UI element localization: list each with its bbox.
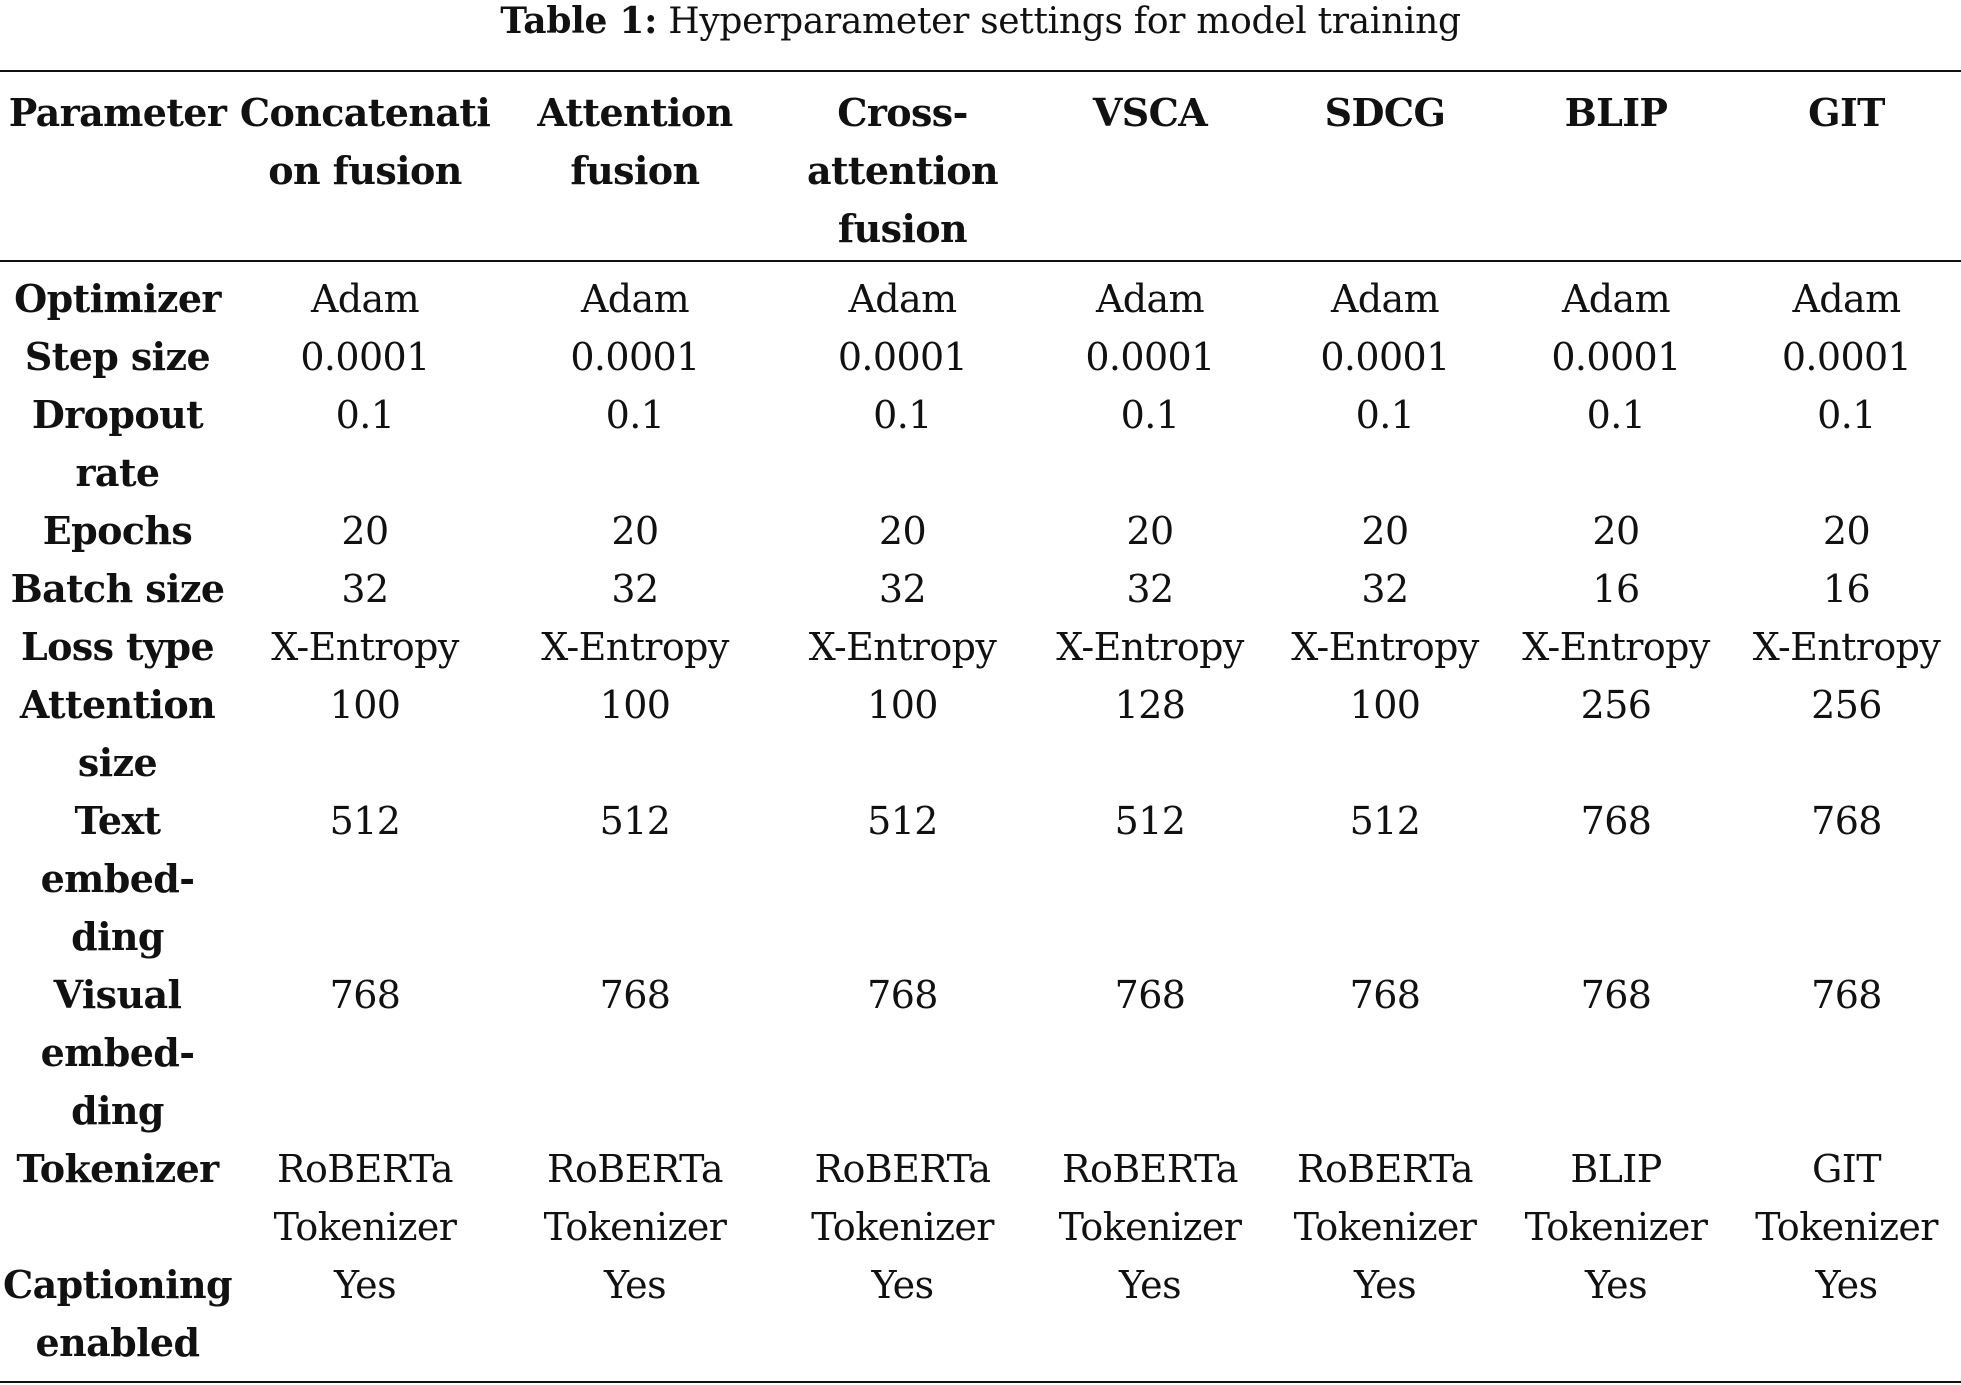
value-cell: Yes	[334, 1263, 396, 1307]
parameter-name-cell: Dropout rate	[31, 392, 204, 495]
value-cell: 100	[867, 683, 938, 727]
value-cell: 768	[1811, 973, 1882, 1017]
table-row	[0, 1140, 1961, 1256]
table-row	[0, 792, 1961, 966]
table-row	[0, 328, 1961, 386]
parameter-name-cell: Optimizer	[14, 276, 221, 321]
value-cell: RoBERTa Tokenizer	[811, 1147, 994, 1249]
value-cell: 768	[1580, 973, 1652, 1017]
value-cell: 0.0001	[837, 335, 968, 379]
value-cell: X-Entropy	[1752, 625, 1941, 669]
value-cell: RoBERTa Tokenizer	[1293, 1147, 1477, 1249]
value-cell: X-Entropy	[541, 625, 729, 669]
value-cell: 32	[611, 567, 659, 611]
value-cell: Adam	[848, 277, 957, 321]
parameter-name-cell: Attention size	[19, 682, 216, 785]
value-cell: Adam	[1330, 277, 1440, 321]
value-cell: 0.0001	[1551, 335, 1681, 379]
value-cell: 768	[1349, 973, 1421, 1017]
value-cell: X-Entropy	[808, 625, 997, 669]
value-cell: 100	[599, 683, 671, 727]
value-cell: 16	[1592, 567, 1640, 611]
value-cell: X-Entropy	[271, 625, 459, 669]
value-cell: Adam	[580, 277, 690, 321]
parameter-name-cell: Step size	[24, 334, 211, 379]
header-cell: Concatenation fusion	[239, 90, 491, 193]
value-cell: 32	[341, 567, 389, 611]
value-cell: 128	[1114, 683, 1186, 727]
value-cell: 20	[1822, 509, 1871, 553]
value-cell: Yes	[1354, 1263, 1416, 1307]
parameter-name-cell: Loss type	[20, 624, 215, 669]
value-cell: 20	[878, 509, 927, 553]
header-cell: Cross-attention fusion	[806, 90, 999, 251]
value-cell: 0.0001	[1085, 335, 1215, 379]
header-cell: BLIP	[1564, 90, 1668, 135]
value-cell: 32	[878, 567, 927, 611]
value-cell: 16	[1822, 567, 1871, 611]
value-cell: 0.1	[873, 393, 932, 437]
table-row	[0, 560, 1961, 618]
parameter-name-cell: Captioning enabled	[2, 1262, 233, 1365]
value-cell: RoBERTa Tokenizer	[543, 1147, 727, 1249]
header-cell: Parameter	[8, 90, 227, 135]
parameter-name-cell: Text embed-ding	[40, 798, 195, 959]
value-cell: 768	[329, 973, 401, 1017]
caption-label: Table 1:	[500, 0, 658, 42]
value-cell: 512	[599, 799, 671, 843]
parameter-name-cell: Epochs	[42, 508, 193, 553]
value-cell: 100	[329, 683, 401, 727]
value-cell: 0.1	[335, 393, 395, 437]
value-cell: 512	[1114, 799, 1186, 843]
value-cell: Adam	[1561, 277, 1671, 321]
value-cell: Yes	[871, 1263, 934, 1307]
value-cell: 0.0001	[1781, 335, 1912, 379]
hyperparameter-table	[0, 70, 1961, 1372]
value-cell: 32	[1126, 567, 1174, 611]
value-cell: 0.1	[1586, 393, 1646, 437]
header-cell: Attention fusion	[537, 90, 733, 193]
value-cell: 32	[1361, 567, 1409, 611]
caption-text: Hyperparameter settings for model training	[657, 1, 1461, 42]
value-cell: 512	[867, 799, 938, 843]
value-cell: 768	[1811, 799, 1882, 843]
value-cell: RoBERTa Tokenizer	[1058, 1147, 1242, 1249]
table-row	[0, 386, 1961, 502]
value-cell: 512	[329, 799, 401, 843]
value-cell: 0.1	[605, 393, 665, 437]
value-cell: 0.1	[1120, 393, 1180, 437]
table-caption	[0, 0, 1961, 43]
value-cell: Adam	[310, 277, 420, 321]
value-cell: X-Entropy	[1291, 625, 1479, 669]
table-row	[0, 502, 1961, 560]
value-cell: 768	[1580, 799, 1652, 843]
bottom-rule	[0, 1381, 1961, 1383]
value-cell: BLIP Tokenizer	[1524, 1147, 1708, 1249]
value-cell: 20	[341, 509, 389, 553]
parameter-name-cell: Batch size	[10, 566, 225, 611]
value-cell: 0.0001	[1320, 335, 1450, 379]
header-cell: VSCA	[1092, 90, 1208, 135]
table-row	[0, 1256, 1961, 1372]
value-cell: 0.0001	[570, 335, 700, 379]
table-row	[0, 966, 1961, 1140]
value-cell: 100	[1349, 683, 1421, 727]
value-cell: 20	[1126, 509, 1174, 553]
value-cell: GIT Tokenizer	[1755, 1147, 1938, 1249]
table-row	[0, 676, 1961, 792]
value-cell: 0.1	[1817, 393, 1876, 437]
value-cell: 20	[611, 509, 659, 553]
value-cell: RoBERTa Tokenizer	[273, 1147, 457, 1249]
parameter-name-cell: Tokenizer	[16, 1146, 219, 1191]
value-cell: 768	[599, 973, 671, 1017]
header-cell: GIT	[1808, 90, 1885, 135]
value-cell: Adam	[1792, 277, 1901, 321]
parameter-name-cell: Visual embed-ding	[40, 972, 195, 1133]
hyperparameter-table-container	[0, 70, 1961, 1385]
value-cell: 0.0001	[300, 335, 430, 379]
value-cell: Yes	[604, 1263, 666, 1307]
header-row	[0, 70, 1961, 258]
value-cell: 256	[1580, 683, 1652, 727]
value-cell: 0.1	[1355, 393, 1415, 437]
value-cell: 512	[1349, 799, 1421, 843]
value-cell: 20	[1361, 509, 1409, 553]
value-cell: Adam	[1095, 277, 1205, 321]
value-cell: 256	[1811, 683, 1882, 727]
table-row	[0, 618, 1961, 676]
table-body	[0, 258, 1961, 1372]
header-cell: SDCG	[1324, 90, 1446, 135]
value-cell: 20	[1592, 509, 1640, 553]
value-cell: X-Entropy	[1056, 625, 1244, 669]
table-row	[0, 258, 1961, 328]
value-cell: 768	[867, 973, 938, 1017]
value-cell: Yes	[1119, 1263, 1181, 1307]
value-cell: 768	[1114, 973, 1186, 1017]
value-cell: Yes	[1585, 1263, 1647, 1307]
value-cell: X-Entropy	[1522, 625, 1710, 669]
value-cell: Yes	[1815, 1263, 1878, 1307]
